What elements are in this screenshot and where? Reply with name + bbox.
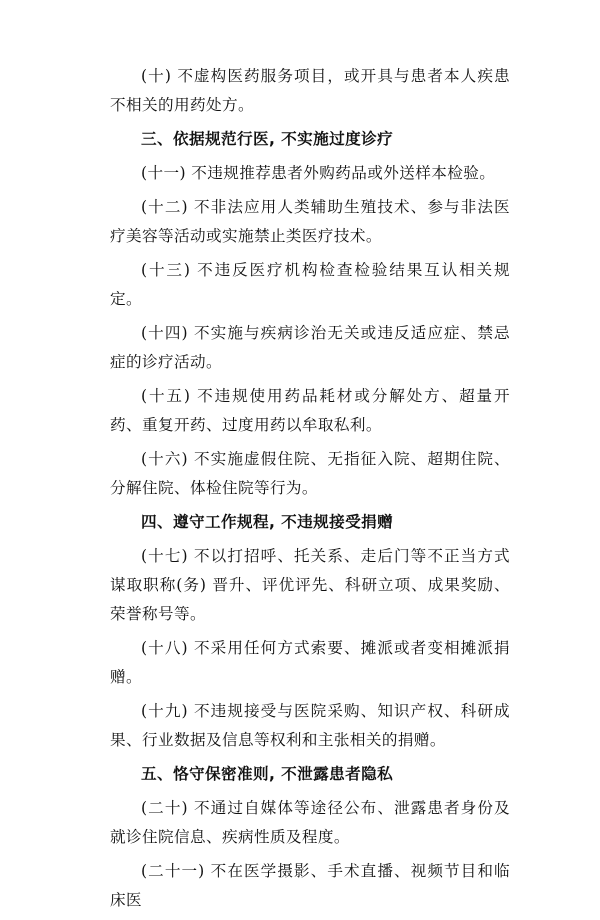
paragraph-13: (十三) 不违反医疗机构检查检验结果互认相关规定。 bbox=[110, 261, 510, 308]
paragraph-21: (二十一) 不在医学摄影、手术直播、视频节目和临床医 bbox=[110, 862, 510, 909]
paragraph-10: (十) 不虚构医药服务项目，或开具与患者本人疾患不相关的用药处方。 bbox=[110, 67, 510, 114]
paragraph-14: (十四) 不实施与疾病诊治无关或违反适应症、禁忌症的诊疗活动。 bbox=[110, 324, 510, 371]
paragraph-17: (十七) 不以打招呼、托关系、走后门等不正当方式谋取职称(务) 晋升、评优评先、科研立项、成果奖励、荣誉称号等。 bbox=[110, 547, 510, 623]
paragraph-16: (十六) 不实施虚假住院、无指征入院、超期住院、分解住院、体检住院等行为。 bbox=[110, 450, 510, 497]
paragraph-19: (十九) 不违规接受与医院采购、知识产权、科研成果、行业数据及信息等权利和主张相关的捐赠。 bbox=[110, 702, 510, 749]
document-body bbox=[110, 62, 510, 920]
paragraph-20: (二十) 不通过自媒体等途径公布、泄露患者身份及就诊住院信息、疾病性质及程度。 bbox=[110, 799, 510, 846]
paragraph-12: (十二) 不非法应用人类辅助生殖技术、参与非法医疗美容等活动或实施禁止类医疗技术。 bbox=[110, 198, 510, 245]
paragraph-11: (十一) 不违规推荐患者外购药品或外送样本检验。 bbox=[141, 164, 496, 182]
section-heading-3: 三、依据规范行医, 不实施过度诊疗 bbox=[141, 130, 394, 148]
section-heading-4: 四、遵守工作规程, 不违规接受捐赠 bbox=[141, 513, 394, 531]
section-heading-5: 五、恪守保密准则, 不泄露患者隐私 bbox=[141, 765, 394, 783]
paragraph-18: (十八) 不采用任何方式索要、摊派或者变相摊派捐赠。 bbox=[110, 639, 510, 686]
paragraph-15: (十五) 不违规使用药品耗材或分解处方、超量开药、重复开药、过度用药以牟取私利。 bbox=[110, 387, 510, 434]
